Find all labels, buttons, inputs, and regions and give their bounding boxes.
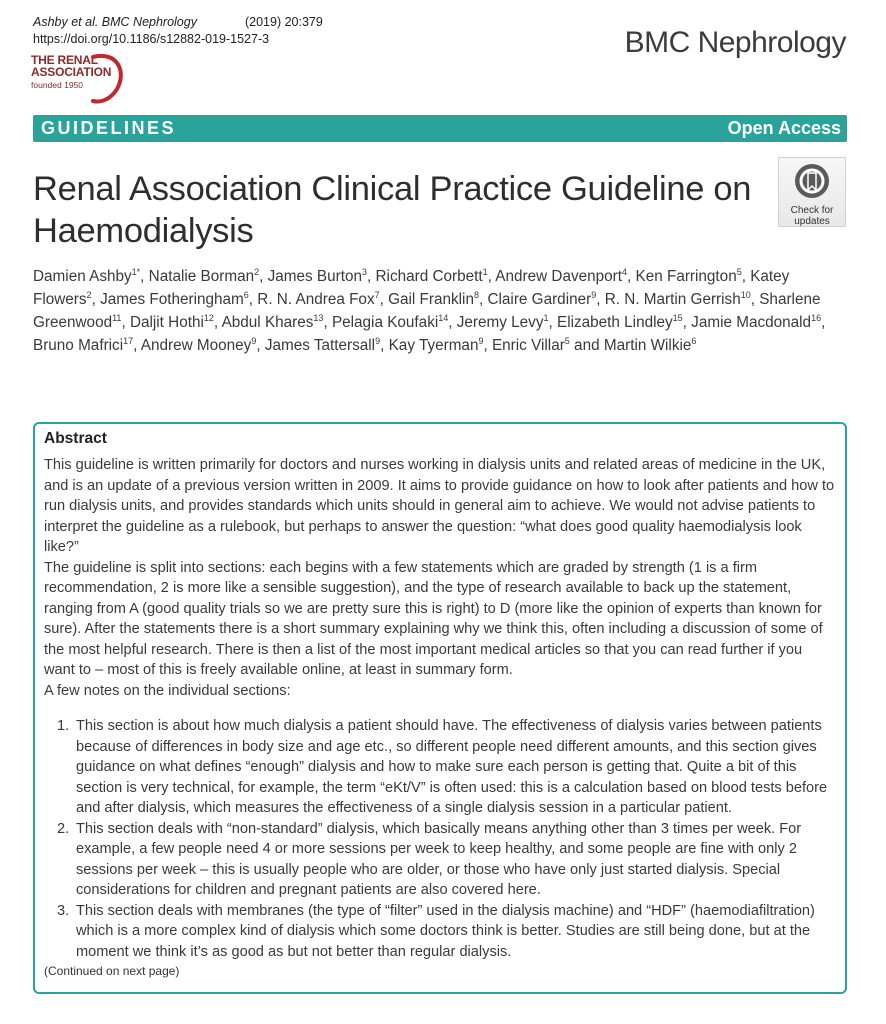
author-affiliation: 2 — [254, 267, 260, 277]
author-name: Andrew Mooney — [140, 337, 252, 354]
author-name: Claire Gardiner — [487, 291, 592, 308]
author-affiliation: 3 — [361, 267, 367, 277]
author-name: Daljit Hothi — [129, 314, 204, 331]
author-affiliation: 2 — [86, 290, 92, 300]
list-item-text: This section deals with “non-standard” dialysis, which basically means anything other than 3 times per week. For example, a few people need 4 or more sessions per week to keep healthy, and some people are fine with only 2 sessions per week – this is usually people who are older, or those who have only just started dialysis. Special considerations for children and pregnant patients are also covered here. — [76, 820, 802, 898]
logo-line-2: ASSOCIATION — [31, 65, 112, 79]
author-name: Ken Farrington — [635, 268, 737, 285]
logo-swoosh-icon — [87, 51, 127, 107]
author-affiliation: 1 — [543, 313, 549, 323]
author-affiliation: 17 — [123, 336, 134, 346]
continued-note: (Continued on next page) — [44, 964, 180, 978]
list-item-number: 1. — [57, 718, 70, 734]
author-affiliation: 7 — [374, 290, 380, 300]
author-affiliation: 6 — [691, 336, 697, 346]
author-affiliation: 1* — [131, 267, 141, 277]
author-affiliation: 5 — [564, 336, 570, 346]
article-category: GUIDELINES — [41, 118, 177, 138]
author-name: Gail Franklin — [388, 291, 474, 308]
author-name: R. N. Andrea Fox — [257, 291, 375, 308]
author-name: James Tattersall — [264, 337, 376, 354]
author-affiliation: 9 — [591, 290, 597, 300]
logo-line-1: THE RENAL — [31, 53, 98, 67]
author-affiliation: 4 — [622, 267, 628, 277]
author-affiliation: 9 — [478, 336, 484, 346]
check-updates-line-2: updates — [794, 216, 830, 227]
check-for-updates-badge[interactable] — [778, 157, 846, 227]
section-notes-list — [44, 716, 837, 962]
section-banner — [33, 115, 847, 142]
author-affiliation: 15 — [672, 313, 683, 323]
doi-link[interactable]: https://doi.org/10.1186/s12882-019-1527-3 — [33, 32, 270, 46]
author-name: Bruno Mafrici — [33, 337, 124, 354]
renal-association-logo — [31, 54, 131, 108]
list-item — [44, 716, 837, 819]
list-item — [44, 819, 837, 901]
abstract-paragraph-1: This guideline is written primarily for doctors and nurses working in dialysis units and related areas of medicine in the UK, and is an update of a previous version written in 2009. It aims to provide guidance on how to look after patients and how to run dialysis units, and provides standards which units should in general aim to achieve. We would not advise patients to interpret the guideline as a rulebook, but perhaps to answer the question: “what does good quality haemodialysis look like?” — [44, 457, 835, 555]
citation-journal: Ashby et al. BMC Nephrology — [33, 15, 197, 29]
list-item-text: This section is about how much dialysis a patient should have. The effectiveness of dialysis varies between patients because of differences in body size and age etc., so different people need different amounts, and this section gives guidance on what defines “enough” dialysis and how to make sure each person is getting that. Quite a bit of this section is very technical, for example, the term “eKt/V” is often used: this is a calculation based on blood tests before and after dialysis, which measures the effectiveness of a single dialysis session in a particular patient. — [76, 718, 828, 816]
logo-line-3: founded 1950 — [31, 80, 83, 90]
author-affiliation: 12 — [203, 313, 214, 323]
author-affiliation: 13 — [313, 313, 324, 323]
abstract-heading: Abstract — [44, 430, 107, 447]
citation-year-volume: (2019) 20:379 — [244, 15, 323, 29]
author-name: Katey Flowers — [33, 268, 790, 308]
author-affiliation: 10 — [740, 290, 751, 300]
author-name: Elizabeth Lindley — [557, 314, 673, 331]
author-name: Enric Villar — [491, 337, 565, 354]
abstract-paragraph-3: A few notes on the individual sections: — [44, 682, 291, 699]
author-affiliation: 6 — [243, 290, 249, 300]
list-item-number: 2. — [57, 820, 70, 837]
author-name: Andrew Davenport — [495, 268, 622, 285]
author-affiliation: 1 — [482, 267, 488, 277]
abstract-box — [33, 422, 847, 994]
check-updates-line-1: Check for — [790, 205, 834, 216]
author-name: Kay Tyerman — [388, 337, 479, 354]
open-access-label: Open Access — [727, 118, 841, 138]
author-name: Jeremy Levy — [456, 314, 544, 331]
author-name: Damien Ashby — [33, 268, 132, 285]
author-affiliation: 9 — [375, 336, 381, 346]
author-name: Richard Corbett — [375, 268, 483, 285]
abstract-paragraph-2: The guideline is split into sections: each begins with a few statements which are graded by strength (1 is a firm recommendation, 2 is more like a sensible suggestion), and the type of research available to back up the statement, ranging from A (good quality trials so we are pretty sure this is right) to D (more like the opinion of experts than known for sure). After the statements there is a short summary explaining why we think this, often including a discussion of some of the most helpful research. There is then a list of the most important medical articles so that you can read further if you want to – most of this is freely available online, at least in summary form. — [44, 559, 823, 678]
author-affiliation: 14 — [438, 313, 449, 323]
list-item — [44, 901, 837, 963]
list-item-number: 3. — [57, 902, 70, 919]
author-list: Damien Ashby$^{1*}$, Natalie Borman$^2$, James Burton$^3$, Richard Corbett$^1$, Andrew Davenport$^4$, Ken Farrington$^5$, Katey Flowers$^2$, James Fotheringham$^6$, R. N. Andrea Fox$^7$, Gail Franklin$^8$, Claire Gardiner$^9$, R. N. Martin Gerrish$^{10}$, Sharlene Greenwood$^{11}$, Daljit Hothi$^{12}$, Abdul Khares$^{13}$, Pelagia Koufaki$^{14}$, Jeremy Levy$^1$, Elizabeth Lindley$^{15}$, Jamie Macdonald$^{16}$, Bruno Mafrici$^{17}$, Andrew Mooney$^9$, James Tattersall$^9$, Kay Tyerman$^9$, Enric Villar$^5$ and Martin Wilkie$^6$ — [33, 267, 826, 354]
list-item-text: This section deals with membranes (the type of “filter” used in the dialysis machine) and “HDF” (haemodiafiltration) which is a more complex kind of dialysis which some doctors think is better. Studies are still being done, but at the moment we think it’s as good as but not better than regular dialysis. — [76, 902, 815, 960]
author-name: R. N. Martin Gerrish — [604, 291, 741, 308]
author-name: Natalie Borman — [148, 268, 255, 285]
author-affiliation: 8 — [473, 290, 479, 300]
bookmark-refresh-icon — [794, 163, 830, 199]
author-affiliation: 16 — [811, 313, 822, 323]
author-affiliation: 5 — [736, 267, 742, 277]
author-affiliation: 9 — [251, 336, 257, 346]
author-name: Sharlene Greenwood — [33, 291, 821, 331]
author-name: James Burton — [267, 268, 362, 285]
author-name: Abdul Khares — [221, 314, 314, 331]
author-name: Jamie Macdonald — [691, 314, 812, 331]
author-name: Martin Wilkie — [603, 337, 692, 354]
journal-name: BMC Nephrology — [624, 26, 846, 59]
author-affiliation: 11 — [112, 313, 122, 323]
citation-header — [33, 14, 323, 48]
author-name: Pelagia Koufaki — [331, 314, 439, 331]
article-title: Renal Association Clinical Practice Guideline on Haemodialysis — [33, 170, 752, 250]
author-name: James Fotheringham — [100, 291, 244, 308]
